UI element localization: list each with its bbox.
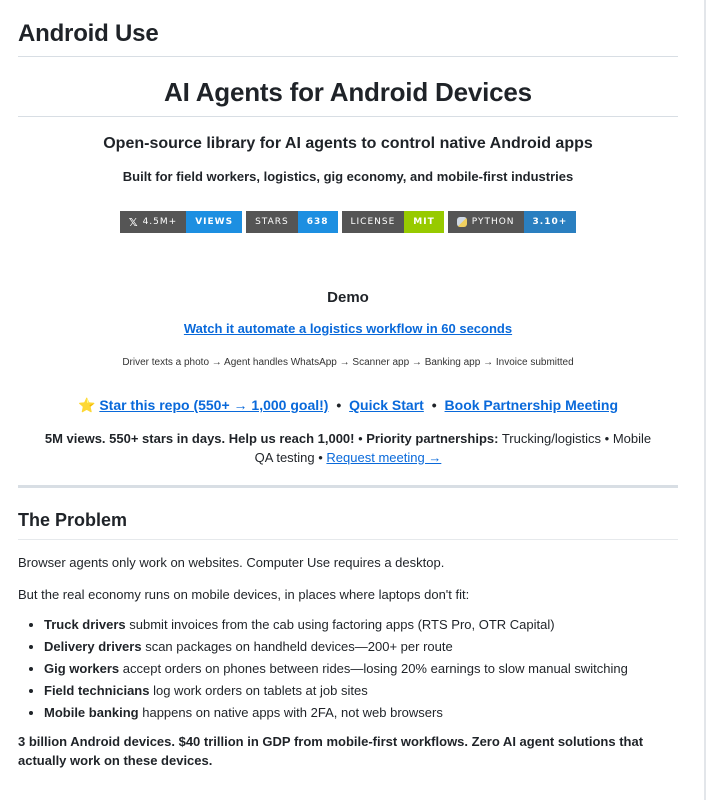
stars-badge[interactable] bbox=[246, 211, 337, 233]
badge-row bbox=[18, 211, 678, 233]
pitch-stats: 5M views. 550+ stars in days. Help us reach 1,000! bbox=[44, 431, 355, 446]
problem-list bbox=[18, 616, 678, 722]
views-badge-right: VIEWS bbox=[186, 211, 242, 233]
license-badge-left: LICENSE bbox=[342, 211, 405, 233]
list-item: • Delivery drivers scan packages on handheld devices—200+ per route bbox=[44, 638, 678, 656]
python-badge[interactable] bbox=[448, 211, 577, 233]
stars-badge-right: 638 bbox=[298, 211, 338, 233]
license-badge[interactable] bbox=[342, 211, 444, 233]
list-item: • Field technicians log work orders on tablets at job sites bbox=[44, 682, 678, 700]
pitch-partnerships-label: Priority partnerships: bbox=[366, 431, 499, 446]
quick-start-link[interactable]: Quick Start bbox=[349, 397, 424, 413]
pitch-partnership-areas: Trucking/logistics • Mobile QA testing • bbox=[254, 431, 652, 465]
license-badge-right: MIT bbox=[404, 211, 443, 233]
list-item: • Mobile banking happens on native apps with 2FA, not web browsers bbox=[44, 704, 678, 722]
python-logo-icon bbox=[457, 217, 467, 227]
list-item: • Truck drivers submit invoices from the cab using factoring apps (RTS Pro, OTR Capital) bbox=[44, 616, 678, 634]
request-meeting-link[interactable]: Request meeting → bbox=[326, 450, 442, 465]
separator: • bbox=[336, 397, 342, 413]
workflow-caption: Driver texts a photo → Agent handles WhatsApp → Scanner app → Banking app → Invoice submitted bbox=[122, 357, 574, 368]
problem-conclusion: 3 billion Android devices. $40 trillion in GDP from mobile-first workflows. Zero AI agent solutions that actually work on these devices. bbox=[18, 734, 644, 768]
demo-video-link[interactable]: Watch it automate a logistics workflow in 60 seconds bbox=[183, 321, 513, 336]
python-badge-right: 3.10+ bbox=[524, 211, 577, 233]
problem-heading: The Problem bbox=[18, 510, 678, 540]
problem-paragraph-2: But the real economy runs on mobile devices, in places where laptops don't fit: bbox=[18, 587, 470, 602]
repo-title: Android Use bbox=[18, 0, 678, 57]
tagline: Open-source library for AI agents to control native Android apps bbox=[103, 135, 593, 152]
demo-heading: Demo bbox=[327, 289, 369, 306]
readme-content bbox=[18, 0, 678, 770]
list-item: • Gig workers accept orders on phones between rides—losing 20% earnings to slow manual switching bbox=[44, 660, 678, 678]
python-badge-left: PYTHON bbox=[471, 217, 515, 227]
problem-paragraph-1: Browser agents only work on websites. Computer Use requires a desktop. bbox=[18, 555, 445, 570]
star-repo-link[interactable]: Star this repo (550+ → 1,000 goal!) bbox=[99, 397, 329, 413]
pitch-text: 5M views. 550+ stars in days. Help us reach 1,000! • Priority partnerships: Trucking/logistics • Mobile QA testing • Request meeting → bbox=[44, 431, 652, 465]
main-title: AI Agents for Android Devices bbox=[18, 57, 678, 117]
star-icon: ⭐ bbox=[77, 397, 96, 413]
subtagline: Built for field workers, logistics, gig economy, and mobile-first industries bbox=[122, 169, 574, 184]
views-badge-left: 4.5M+ bbox=[142, 217, 178, 227]
x-logo-icon: 𝕏 bbox=[128, 215, 138, 229]
views-badge[interactable] bbox=[120, 211, 242, 233]
section-divider bbox=[18, 485, 678, 488]
stars-badge-left: STARS bbox=[246, 211, 298, 233]
cta-links bbox=[18, 397, 678, 417]
partnership-link[interactable]: Book Partnership Meeting bbox=[444, 397, 618, 413]
separator: • bbox=[431, 397, 437, 413]
